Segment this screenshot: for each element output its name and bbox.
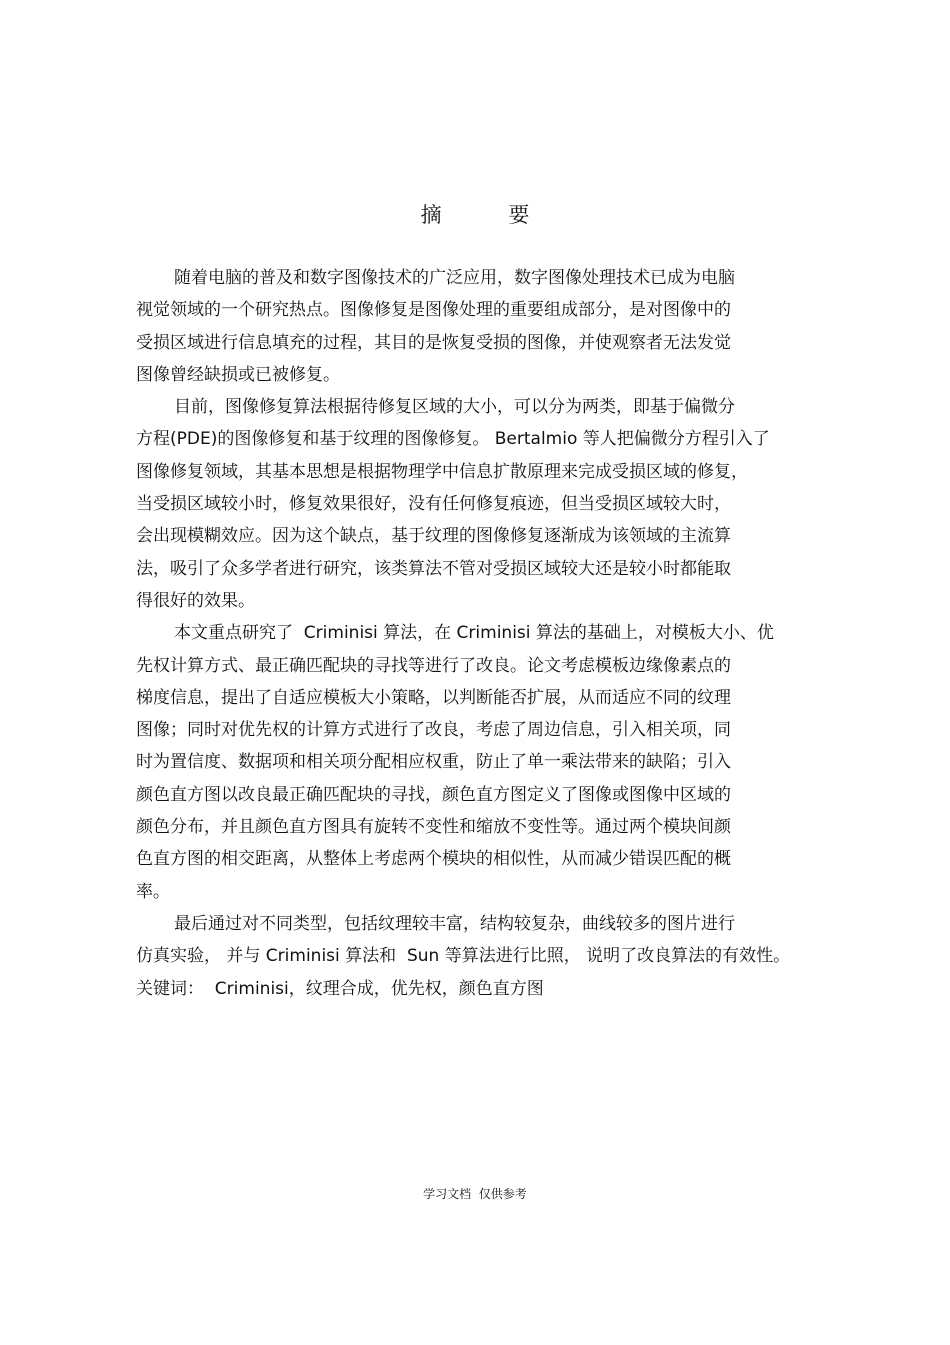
text-line: 时为置信度、数据项和相关项分配相应权重，防止了单一乘法带来的缺陷；引入 [136, 752, 731, 773]
keywords-line: 关键词： Criminisi，纹理合成，优先权，颜色直方图 [136, 978, 544, 999]
text-line: 先权计算方式、最正确匹配块的寻找等进行了改良。论文考虑模板边缘像素点的 [136, 655, 731, 676]
page-footer: 学习文档 仅供参考 [423, 1187, 527, 1201]
text-line: 本文重点研究了 Criminisi 算法，在 Criminisi 算法的基础上，对模板大小、优 [174, 623, 774, 644]
abstract-body [136, 262, 936, 1005]
text-line: 目前，图像修复算法根据待修复区域的大小，可以分为两类，即基于偏微分 [174, 397, 735, 418]
text-line: 随着电脑的普及和数字图像技术的广泛应用，数字图像处理技术已成为电脑 [174, 268, 735, 288]
text-line: 颜色直方图以改良最正确匹配块的寻找，颜色直方图定义了图像或图像中区域的 [136, 784, 731, 805]
text-line: 仿真实验， 并与 Criminisi 算法和 Sun 等算法进行比照， 说明了改良算法的有效性。 [136, 946, 791, 967]
abstract-title: 摘 要 [420, 203, 560, 227]
text-line: 色直方图的相交距离，从整体上考虑两个模块的相似性，从而减少错误匹配的概 [136, 849, 731, 870]
text-line: 梯度信息，提出了自适应模板大小策略，以判断能否扩展，从而适应不同的纹理 [136, 687, 731, 708]
text-line: 当受损区域较小时，修复效果很好，没有任何修复痕迹，但当受损区域较大时， [136, 494, 731, 515]
text-line: 最后通过对不同类型，包括纹理较丰富，结构较复杂，曲线较多的图片进行 [174, 913, 735, 934]
text-line: 率。 [136, 881, 170, 902]
text-line: 图像修复领域，其基本思想是根据物理学中信息扩散原理来完成受损区域的修复， [136, 461, 748, 482]
text-line: 图像；同时对优先权的计算方式进行了改良，考虑了周边信息，引入相关项，同 [136, 720, 731, 741]
text-line: 受损区域进行信息填充的过程，其目的是恢复受损的图像，并使观察者无法发觉 [136, 332, 731, 353]
text-line: 视觉领域的一个研究热点。图像修复是图像处理的重要组成部分，是对图像中的 [136, 300, 731, 321]
text-line: 会出现模糊效应。因为这个缺点，基于纹理的图像修复逐渐成为该领域的主流算 [136, 526, 731, 547]
text-line: 得很好的效果。 [136, 590, 255, 611]
text-line: 颜色分布，并且颜色直方图具有旋转不变性和缩放不变性等。通过两个模块间颜 [136, 817, 731, 838]
text-line: 法，吸引了众多学者进行研究，该类算法不管对受损区域较大还是较小时都能取 [136, 558, 731, 579]
text-line: 方程(PDE)的图像修复和基于纹理的图像修复。 Bertalmio 等人把偏微分方程引入了 [136, 429, 770, 450]
text-line: 图像曾经缺损或已被修复。 [136, 364, 340, 385]
